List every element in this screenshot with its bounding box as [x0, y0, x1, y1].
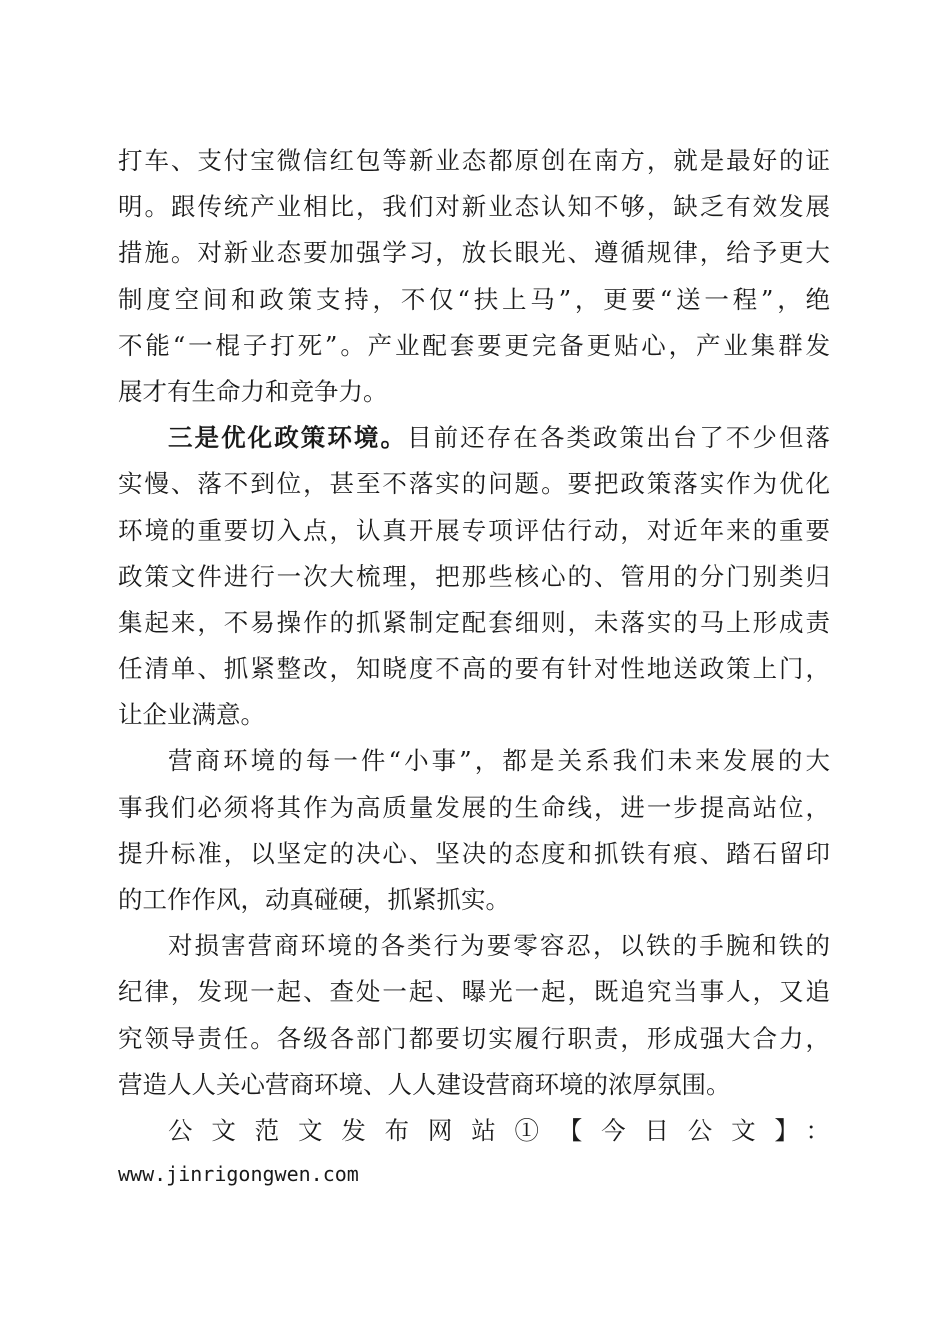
text-line: 政策文件进行一次大梳理，把那些核心的、管用的分门别类归	[118, 561, 830, 591]
text-line: 不能“一棍子打死”。产业配套要更完备更贴心，产业集群发	[118, 330, 830, 360]
text-line	[118, 415, 830, 461]
paragraph-policy-environment	[118, 415, 830, 738]
footer-site-label: 公文范文发布网站①【今日公文】：	[168, 1115, 830, 1145]
paragraph-heading: 三是优化政策环境。	[168, 423, 408, 453]
text-line: 打车、支付宝微信红包等新业态都原创在南方，就是最好的证	[118, 146, 830, 175]
text-line: 任清单、抓紧整改，知晓度不高的要有针对性地送政策上门，	[118, 654, 830, 684]
paragraph-small-matters	[118, 738, 830, 923]
text-line: 究领导责任。各级各部门都要切实履行职责，形成强大合力，	[118, 1023, 830, 1053]
text-line: 让企业满意。	[118, 700, 265, 730]
footer-url-link[interactable]: www.jinrigongwen.com	[118, 1162, 359, 1187]
text-line: 营造人人关心营商环境、人人建设营商环境的浓厚氛围。	[118, 1069, 731, 1099]
document-page	[118, 138, 830, 1194]
text-line: 对损害营商环境的各类行为要零容忍，以铁的手腕和铁的	[168, 931, 830, 961]
paragraph-zero-tolerance	[118, 923, 830, 1108]
text-line: 环境的重要切入点，认真开展专项评估行动，对近年来的重要	[118, 515, 830, 545]
text-line: 集起来，不易操作的抓紧制定配套细则，未落实的马上形成责	[118, 607, 830, 637]
text-line: 明。跟传统产业相比，我们对新业态认知不够，缺乏有效发展	[118, 192, 830, 222]
text-line: 制度空间和政策支持，不仅“扶上马”，更要“送一程”，绝	[118, 284, 830, 314]
text-line: 实慢、落不到位，甚至不落实的问题。要把政策落实作为优化	[118, 469, 830, 499]
text-line: 的工作作风，动真碰硬，抓紧抓实。	[118, 885, 510, 914]
text-line: 提升标准，以坚定的决心、坚决的态度和抓铁有痕、踏石留印	[118, 838, 830, 868]
text-line: 营商环境的每一件“小事”，都是关系我们未来发展的大	[168, 746, 830, 776]
text-line: 措施。对新业态要加强学习，放长眼光、遵循规律，给予更大	[118, 238, 830, 268]
text-fragment: 目前还存在各类政策出台了不少但落	[407, 423, 830, 453]
paragraph-new-business-forms	[118, 138, 830, 415]
text-line: 展才有生命力和竞争力。	[118, 376, 388, 406]
text-line: 纪律，发现一起、查处一起、曝光一起，既追究当事人，又追	[118, 977, 830, 1007]
footer-source	[118, 1108, 830, 1194]
text-line: 事我们必须将其作为高质量发展的生命线，进一步提高站位，	[118, 792, 830, 822]
